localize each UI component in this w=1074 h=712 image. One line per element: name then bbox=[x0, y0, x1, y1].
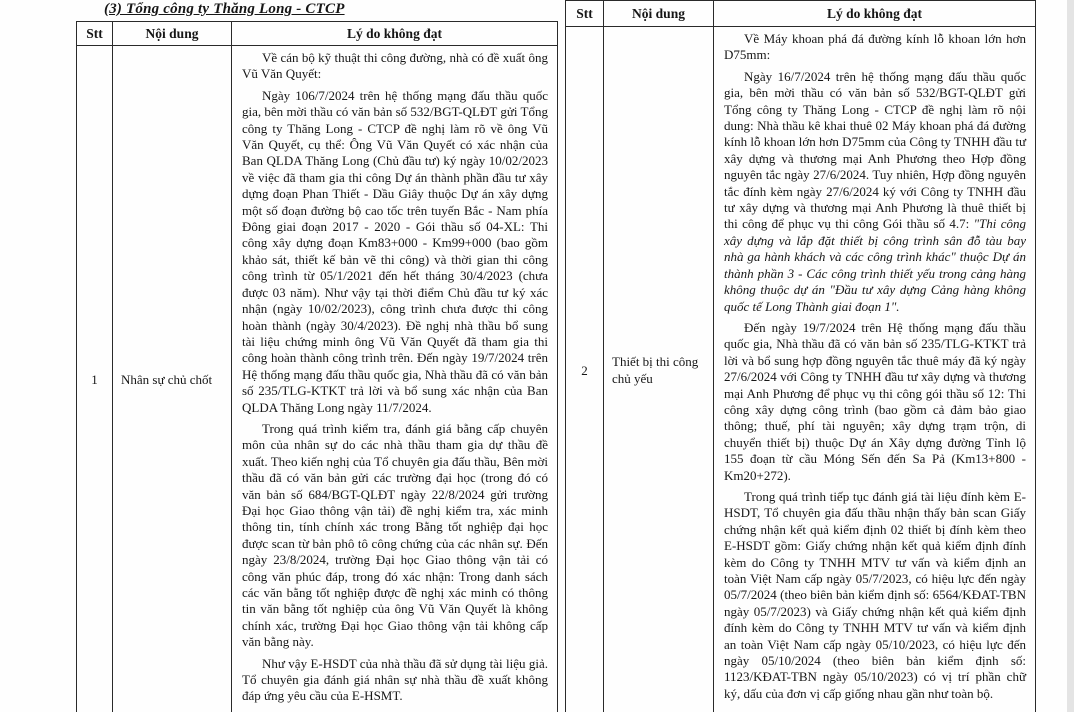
section-title: (3) Tổng công ty Thăng Long - CTCP bbox=[104, 1, 345, 17]
table-right bbox=[565, 0, 1036, 712]
cell-stt: 1 bbox=[91, 372, 98, 387]
cell-stt: 2 bbox=[581, 362, 588, 378]
table-row bbox=[566, 27, 1035, 712]
reason-paragraph bbox=[724, 320, 1026, 484]
reason-paragraph bbox=[724, 489, 1026, 702]
reason-paragraph bbox=[724, 69, 1026, 315]
reason-paragraph bbox=[724, 31, 1026, 64]
page-edge-strip bbox=[1067, 0, 1074, 712]
reason-text-italic: "Thi công xây dựng và lắp đặt thiết bị công trình sân đỗ tàu bay nhà ga hành khách và các công trình khác" thuộc Dự án thành phần 3 - Các công trình thiết yếu trong cảng hàng không thuộc dự án "Đầu tư xây dựng Cảng hàng không quốc tế Long Thành giai đoạn 1". bbox=[724, 216, 1026, 314]
column-header-stt: Stt bbox=[86, 25, 103, 41]
reason-text: Trong quá trình kiểm tra, đánh giá bằng cấp chuyên môn của nhân sự do các nhà thầu tham gia dự thầu đề xuất. Theo kiến nghị của Tổ chuyên gia đấu thầu, Bên mời thầu đã có văn bản gửi các trường đại học (trong đó có văn bản số 684/BGT-QLĐT ngày 22/8/2024 gửi trường Đại học Giao thông vận tải) đề nghị kiểm tra, xác minh thông tin, tính chính xác trong Bằng tốt nghiệp đại học được scan từ bản phô tô công chứng của các nhân sự. Đến ngày 23/8/2024, trường Đại học Giao thông vận tải có công văn phúc đáp, trong đó xác nhận: Trong danh sách các văn bằng tốt nghiệp được đề nghị xác minh có thông tin văn bằng tốt nghiệp của ông Vũ Văn Quyết là không chính xác, trường Đại học Giao thông vận tải không cấp văn bằng này. bbox=[242, 420, 548, 650]
cell-noi-dung bbox=[603, 27, 713, 712]
cell-ly-do bbox=[231, 46, 557, 712]
table-header-row bbox=[566, 1, 1035, 27]
cell-noi-dung bbox=[112, 46, 231, 712]
reason-paragraph bbox=[242, 50, 548, 83]
reason-text: Trong quá trình tiếp tục đánh giá tài liệu đính kèm E-HSDT, Tổ chuyên gia đấu thầu nhận thấy bản scan Giấy chứng nhận kết quả kiểm định 02 thiết bị đính kèm theo E-HSDT gồm: Giấy chứng nhận kết quả kiểm định đính kèm do Công ty TNHH MTV tư vấn và kiểm định an toàn Việt Nam cấp ngày 05/7/2023, có hiệu lực đến ngày 05/7/2024 (theo biên bản kiểm định số: 6564/KĐAT-TBN ngày 05/7/2023) và Giấy chứng nhận kết quả kiểm định đính kèm do Công ty TNHH MTV tư vấn và kiểm định an toàn Việt Nam cấp ngày 05/10/2023, có hiệu lực đến ngày 05/10/2024 (theo biên bản kiểm định số: 1123/KĐAT-TBN ngày 05/10/2023) có vị trí phần chữ ký, dấu của đơn vị cấp giống nhau gần như toàn bộ. bbox=[724, 488, 1026, 701]
reason-text: Về Máy khoan phá đá đường kính lỗ khoan lớn hơn D75mm: bbox=[724, 31, 1026, 63]
reason-paragraph bbox=[242, 656, 548, 705]
reason-paragraph bbox=[242, 421, 548, 651]
reason-text: Về cán bộ kỹ thuật thi công đường, nhà có đề xuất ông Vũ Văn Quyết: bbox=[242, 50, 548, 82]
reason-text: Như vậy E-HSDT của nhà thầu đã sử dụng tài liệu giả. Tổ chuyên gia đánh giá nhân sự nhà thầu đề xuất không đáp ứng yêu cầu của E-HSMT. bbox=[242, 655, 548, 704]
table-left bbox=[76, 21, 558, 712]
reason-paragraph bbox=[242, 88, 548, 416]
column-header-ly-do: Lý do không đạt bbox=[713, 1, 1035, 26]
noi-dung-label: Thiết bị thi công chủ yếu bbox=[612, 354, 699, 386]
column-header-noi-dung: Nội dung bbox=[603, 1, 713, 26]
column-header-noi-dung: Nội dung bbox=[112, 22, 231, 45]
column-header-stt: Stt bbox=[576, 5, 593, 21]
reason-text: Ngày 16/7/2024 trên hệ thống mạng đấu thầu quốc gia, bên mời thầu có văn bản số 532/BGT-QLĐT gửi Tổng công ty Thăng Long - CTCP đề nghị làm rõ nội dung: Nhà thầu kê khai thuê 02 Máy khoan phá đá đường kính lỗ khoan lớn hơn D75mm của Công ty TNHH đầu tư xây dựng và thương mại Anh Phương theo Hợp đồng nguyên tắc ngày 27/6/2024. Tuy nhiên, Hợp đồng nguyên tắc đính kèm ngày 27/6/2024 ký với Công ty TNHH đầu tư xây dựng và thương mại Anh Phương là thuê thiết bị thi công để phục vụ thi công Gói thầu số 4.7: bbox=[724, 68, 1026, 232]
table-header-row bbox=[77, 22, 557, 46]
reason-text: Đến ngày 19/7/2024 trên Hệ thống mạng đấu thầu quốc gia, Nhà thầu đã có văn bản số 235/TLG-KTKT trả lời và bổ sung hợp đồng nguyên tắc thuê máy đã ký ngày 27/6/2024 với Công ty TNHH đầu tư xây dựng và thương mại Anh Phương để phục vụ thi công gói thầu số 12: Thi công xây dựng công trình (bao gồm cả đảm bảo giao thông; thuế, phí tài nguyên; xây dựng trạm trộn, di chuyển thiết bị) thuộc Dự án Xây dựng đường Tỉnh lộ 155 đoạn từ cầu Móng Sến đến Sa Pả (Km13+800 - Km20+272). bbox=[724, 319, 1026, 483]
noi-dung-label: Nhân sự chủ chốt bbox=[121, 371, 213, 387]
cell-ly-do bbox=[713, 27, 1035, 712]
column-header-ly-do: Lý do không đạt bbox=[231, 22, 557, 45]
reason-text: Ngày 106/7/2024 trên hệ thống mạng đấu thầu quốc gia, bên mời thầu có văn bản số 532/BGT-QLĐT gửi Tổng công ty Thăng Long - CTCP đề nghị làm rõ về ông Vũ Văn Quyết, cụ thể: Ông Vũ Văn Quyết có xác nhận của Ban QLDA Thăng Long (Chủ đầu tư) ký ngày 10/02/2023 về việc đã tham gia thi công Dự án thành phần đầu tư xây dựng đoạn Phan Thiết - Dầu Giây thuộc Dự án xây dựng một số đoạn đường bộ cao tốc trên tuyến Bắc - Nam phía Đông giai đoạn 2017 - 2020 - Gói thầu số 04-XL: Thi công xây dựng đoạn Km83+000 - Km99+000 (bao gồm khảo sát, thiết kế bản vẽ thi công) và thời gian thi công công trình từ 05/1/2021 đến hết tháng 30/4/2023 (chưa được 03 năm). Như vậy tại thời điểm Chủ đầu tư ký xác nhận (ngày 10/02/2023), công trình chưa được thi công hoàn thành (ngày 30/4/2023). Đề nghị nhà thầu bổ sung tài liệu chứng minh ông Vũ Văn Quyết đã tham gia thi công hoàn thành công trình trên. Đến ngày 19/7/2024 trên Hệ thống mạng đấu thầu quốc gia, Nhà thầu đã có văn bản số 235/TLG-KTKT trả lời và bổ sung xác nhận của Ban QLDA Thăng Long ngày 11/7/2024. bbox=[242, 87, 548, 415]
table-row bbox=[77, 46, 557, 712]
